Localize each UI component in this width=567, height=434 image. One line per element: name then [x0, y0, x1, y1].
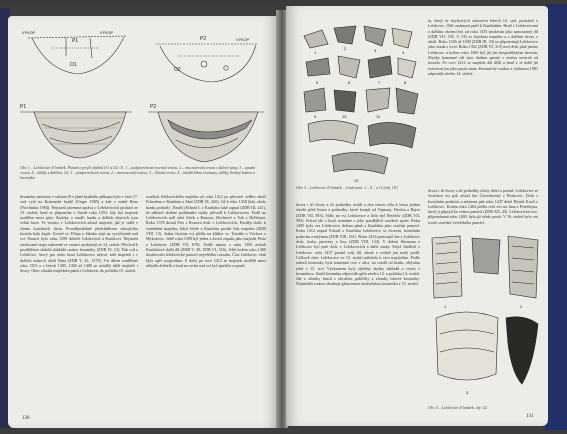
label-o1: O1: [70, 62, 77, 68]
left-text-column-2: součástí lelekovického majetku až roku 1412 po převzetí celého zboží Erhardem z Kunštátu a Skal (ZDB IX, 420). Již k roku 1358 (kdy okolo hradu prohrály ‚Pasek') Erhard I. z Kunštátu také zapsal (ZDB III, 241), že některé drobné poddanské statky převedl k Lelekovicím. Podíl na Lelekovicích měl také Ješek z Ronova, Hechtové a Vok z Holštejna. Roku 1378 dostal Petr z Ronova dvůr v Lelekovicích. Později došlo k vyměnění majetku, když Ješek z Kunštátu prodal část majetku (ZDB VIII, 13). Jedna čtvrtina vsi přešla na klášter sv. Tomáše a Václava z Mykolovic. Ještě roku 1390 byl jeden z dvorů zapsán jako majetek Petra z Lelekovic (ZDB VII, 678). Podle zápisu z roku 1392 získali Kunštátové další díl (ZDB V, 39; ZDB VI, 316). Ještě kolem roku 1400 dosahovalo lelekovické panství největšího rozsahu. Část Lelekovic však byla opět rozprodána. Z doby po roce 1412 se majetek rozdělil mezi několik držitelů a hrad na vrchu nad vsí byl opuštěn a zpustl.: [146, 194, 266, 268]
fig-num-8: 8: [404, 80, 407, 85]
fig-num-12: 12: [354, 178, 359, 183]
fig-num-4: 4: [402, 50, 405, 55]
pottery-shards-figure: [294, 16, 424, 186]
label-p2-top: P2: [200, 36, 207, 42]
figure-4-caption: Obr. 4 – Lelekovice II hrádek. obj. O2: [428, 406, 488, 410]
fig-num-2: 2: [344, 46, 347, 51]
label-vykop-right: VÝKOP: [236, 38, 250, 42]
label-p2-section: P2: [150, 104, 157, 110]
vessel-num-1: 1: [444, 304, 447, 309]
label-o2: O2: [174, 67, 181, 73]
plan-and-profile-drawings: [8, 16, 278, 176]
vessel-num-3: 3: [466, 390, 469, 395]
label-p1-section: P1: [20, 104, 27, 110]
fig-num-1: 1: [314, 50, 317, 55]
fig-num-10: 10: [342, 114, 347, 119]
fig-num-3: 3: [374, 48, 377, 53]
fig-num-6: 6: [348, 80, 351, 85]
right-text-column-1-bottom: dvora i tři dvory a tři podsedky uvádí a dva tohoto dílu k lomu jejímu ohodit před lesem a podsedky, které koupil od Vajmara, Hechta a Rajce (ZDB VII, 583). Sídlo na vsi Lelekovice a dvůr byl Hechtův (ZDB VII, 583). Pokud jde o hrad, nemáme o jeho pozdějších osudech zpráv. Roku 1405 byla ves Lelekovice držena pánů z Kunštátu jako součást panství. Roku 1412 zapsal Erhard z Kunštátu Lelekovice se dvorem, kostelním podacím a mlýnem (ZDB VIII, 161). Roku 1416 postoupil Jan z Lelekovic dvůr, louky, pastviny a lesy (ZDB VIII, 124). V držení Hermana z Lelekovic byl poté dvůr v Lelekovicích a další statky. Když Jindřich z Lelekovic roku 1437 prodal svůj díl, zůstal v rodině jen malý podíl. Celkově obec Lelekovice ve 15. století náležela k více majitelům. Podle nálezů keramiky byla kamenná tvrz v obci, na rozdíl od hradu, obývána ještě v 15. stol. Výzkumem byly zjištěny zbytky základů a vrstvy s keramikou. Starší keramika odpovídá spíše závěru 13. a počátku 14. století. Jde o zlomky hrnců s okružím, pokličky a zlomky tuhové keramiky. Nejmladší soubor obsahuje glazovanou kuchyňskou keramiku z 15. století.: [296, 202, 420, 287]
left-page-number: 130: [22, 416, 30, 421]
label-p1-top: P1: [72, 38, 79, 44]
left-page: [8, 16, 278, 428]
vessel-num-2: 2: [520, 304, 523, 309]
fig-num-7: 7: [378, 80, 381, 85]
label-vykop-left: VÝKOP: [22, 31, 36, 35]
right-page-number: 131: [526, 414, 534, 419]
right-page: [286, 6, 548, 426]
fig-num-9: 9: [314, 114, 317, 119]
vessel-drawings: [426, 234, 544, 404]
fig-num-11: 11: [376, 114, 381, 119]
figure-3-caption: Obr. 3 – Lelekovice II hrádek – 2 nalezená. 1 – 8 – a 12 (obj. O1): [296, 186, 398, 190]
figure-1-caption: Obr. 1 – Lelekovice II hrádek. Plánek a profil objektů O1 a O2. 01. 1 – podpovrchová recentní vrstva, 2 – mocnotrvalá vrstva s kůlové jámy, 3 – spodní vrstva, 4 – uhlíky s dalšími, O2: 1 – podpovrchová vrstva, 2 – mocnotrvalá vrstva, 3 – hlinitá vrstva, 4 – hnědá hlína s kameny, uhlíky, drobný kámen a keramika.: [20, 166, 256, 180]
fig-num-5: 5: [316, 80, 319, 85]
label-vykop-mid: VÝKOP: [100, 31, 114, 35]
book-cover-right: [545, 4, 567, 430]
right-text-column-2-top: dvora i tři dvory a tři podsedky tehdy držel a prodal. Lelekovice se čtvrtinou vsi pak získal Jan Černohorský z Boskovic. Dvůr s kostelním podacím a mlýnem pak roku 1447 držel Hynek Kozlí z Lelekovic. Kolem roku 1464 přešla celá ves na Jana z Pernštejna, který ji připojil ke svému panství (ZDB XII, 45). Lelekovická tvrz, připomínaná roku 1480, byla již tehdy pustá. V 16. století byla ves trvale součástí veveřského panství.: [428, 188, 538, 225]
left-text-column-1: keramiky nalezeno v sektoru B v jámě hradního příkopu bylo v čase 17. stol. ryté na Krásenské hradě (Unger 1985) a kde v místě Brno (Procházka 1994). Nejstarší písemná zpráva o Lelekovicích pochází ze 13. století; hrad se připomíná v listině roku 1292, kdy byl majetek rozdělen mezi páry. Zmínky o osadě, hradu a dalších zbytcích jsou velmi kusé. Ve vesnici v Lelekovicích zůstal majetek, jak je vidět v zlomu kostelních listin. Pravděpodobně předchůdcem stávajícího kostela byla kaple. Kostel sv. Filipa a Jakuba stojí na vyvýšenině nad vsí. Panství bylo roku 1399 držiteli Lelekoviců a Kuníkovi. Nejstarší zachované stopy nalezené ve vesnici pocházejí ze 14. století. Přechod k pozdějšímu období dokládá soubor keramiky (ZDB IV, 12). Pak rod z Lelekovic, který pro tento hrad Lelekovice užíval, měl majetek i v dalších místech okolí Brna (ZDB V, 42, 1379). Vsi dílem rozdělené roku 1353 a v letech 1385, 1392 až 1400 se uvádějí další majitelé i dvory. Obec zůstala majetkem pánů z Lelekovic do počátku 15. století.: [20, 194, 138, 274]
right-text-column-1-top: tu, který se zbytkových sektorech lebech 14. stol. pocházel z Lelekovic. Obě osobnosti patří k Kunštátům. Hrad s Lelekovicemi a dalšími obcemi byl od roku 1353 prodáván jako samostatný díl (ZDB VII, 195, V, 54) se zbytkem majetku a s dalšími dvory v okolí. Roku 1365 až 1390 (ZDB III, 33) se připomínají Lelekovice jako osada s tvrzí. Roku 1392 (ZDB VI, 315) nesl dvůr plné jméno Lelekovic a kolem roku 1400 byl již jen hospodářským dvorem. Zbytky kamenné zdi jsou dodnes patrné v terénu severně od kostela. Po roce 1412 se majetek dál dělil a hrad v té době již existoval jen jako pustá ruina. Keramický soubor z výzkumu 1981 odpovídá závěru 14. století.: [428, 18, 538, 76]
